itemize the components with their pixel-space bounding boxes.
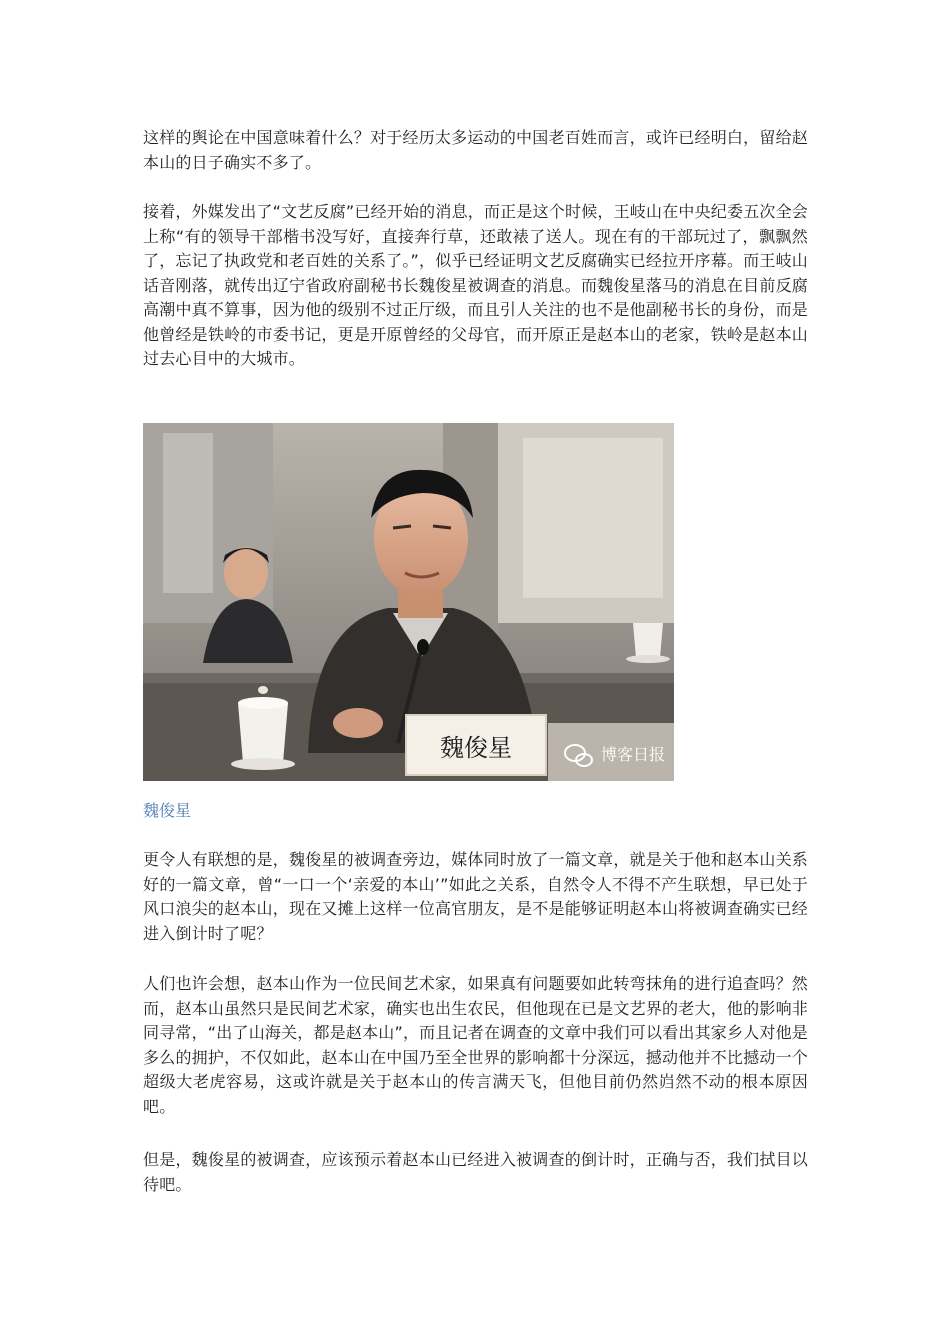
paragraph-3: 更令人有联想的是，魏俊星的被调查旁边，媒体同时放了一篇文章，就是关于他和赵本山关系好的一篇文章，曾“一口一个‘亲爱的本山’”如此之关系，自然令人不得不产生联想，早已处于风口浪尖的赵本山，现在又摊上这样一位高官朋友，是不是能够证明赵本山将被调查确实已经进入倒计时了呢？ [143, 850, 808, 943]
photo-watermark: 博客日报 [600, 745, 666, 764]
nameplate-text: 魏俊星 [440, 734, 512, 762]
photo-caption: 魏俊星 [143, 801, 192, 820]
paragraph-5: 但是，魏俊星的被调查，应该预示着赵本山已经进入被调查的倒计时，正确与否，我们拭目以待吧。 [143, 1150, 808, 1194]
paragraph-4: 人们也许会想，赵本山作为一位民间艺术家，如果真有问题要如此转弯抹角的进行追查吗？然而，赵本山虽然只是民间艺术家，确实也出生农民，但他现在已是文艺界的老大，他的影响非同寻常，“出了山海关，都是赵本山”，而且记者在调查的文章中我们可以看出其家乡人对他是多么的拥护，不仅如此，赵本山在中国乃至全世界的影响都十分深远，撼动他并不比撼动一个超级大老虎容易，这或许就是关于赵本山的传言满天飞，但他目前仍然岿然不动的根本原因吧。 [143, 974, 808, 1116]
paragraph-1: 这样的舆论在中国意味着什么？对于经历太多运动的中国老百姓而言，或许已经明白，留给赵本山的日子确实不多了。 [143, 128, 808, 172]
article-photo [143, 423, 674, 781]
paragraph-2: 接着，外媒发出了“文艺反腐”已经开始的消息，而正是这个时候，王岐山在中央纪委五次全会上称“有的领导干部楷书没写好，直接奔行草，还敢裱了送人。现在有的干部玩过了，飘飘然了，忘记了执政党和老百姓的关系了。”，似乎已经证明文艺反腐确实已经拉开序幕。而王岐山话音刚落，就传出辽宁省政府副秘书长魏俊星被调查的消息。而魏俊星落马的消息在目前反腐高潮中真不算事，因为他的级别不过正厅级，而且引人关注的也不是他副秘书长的身份，而是他曾经是铁岭的市委书记，更是开原曾经的父母官，而开原正是赵本山的老家，铁岭是赵本山过去心目中的大城市。 [143, 202, 808, 368]
